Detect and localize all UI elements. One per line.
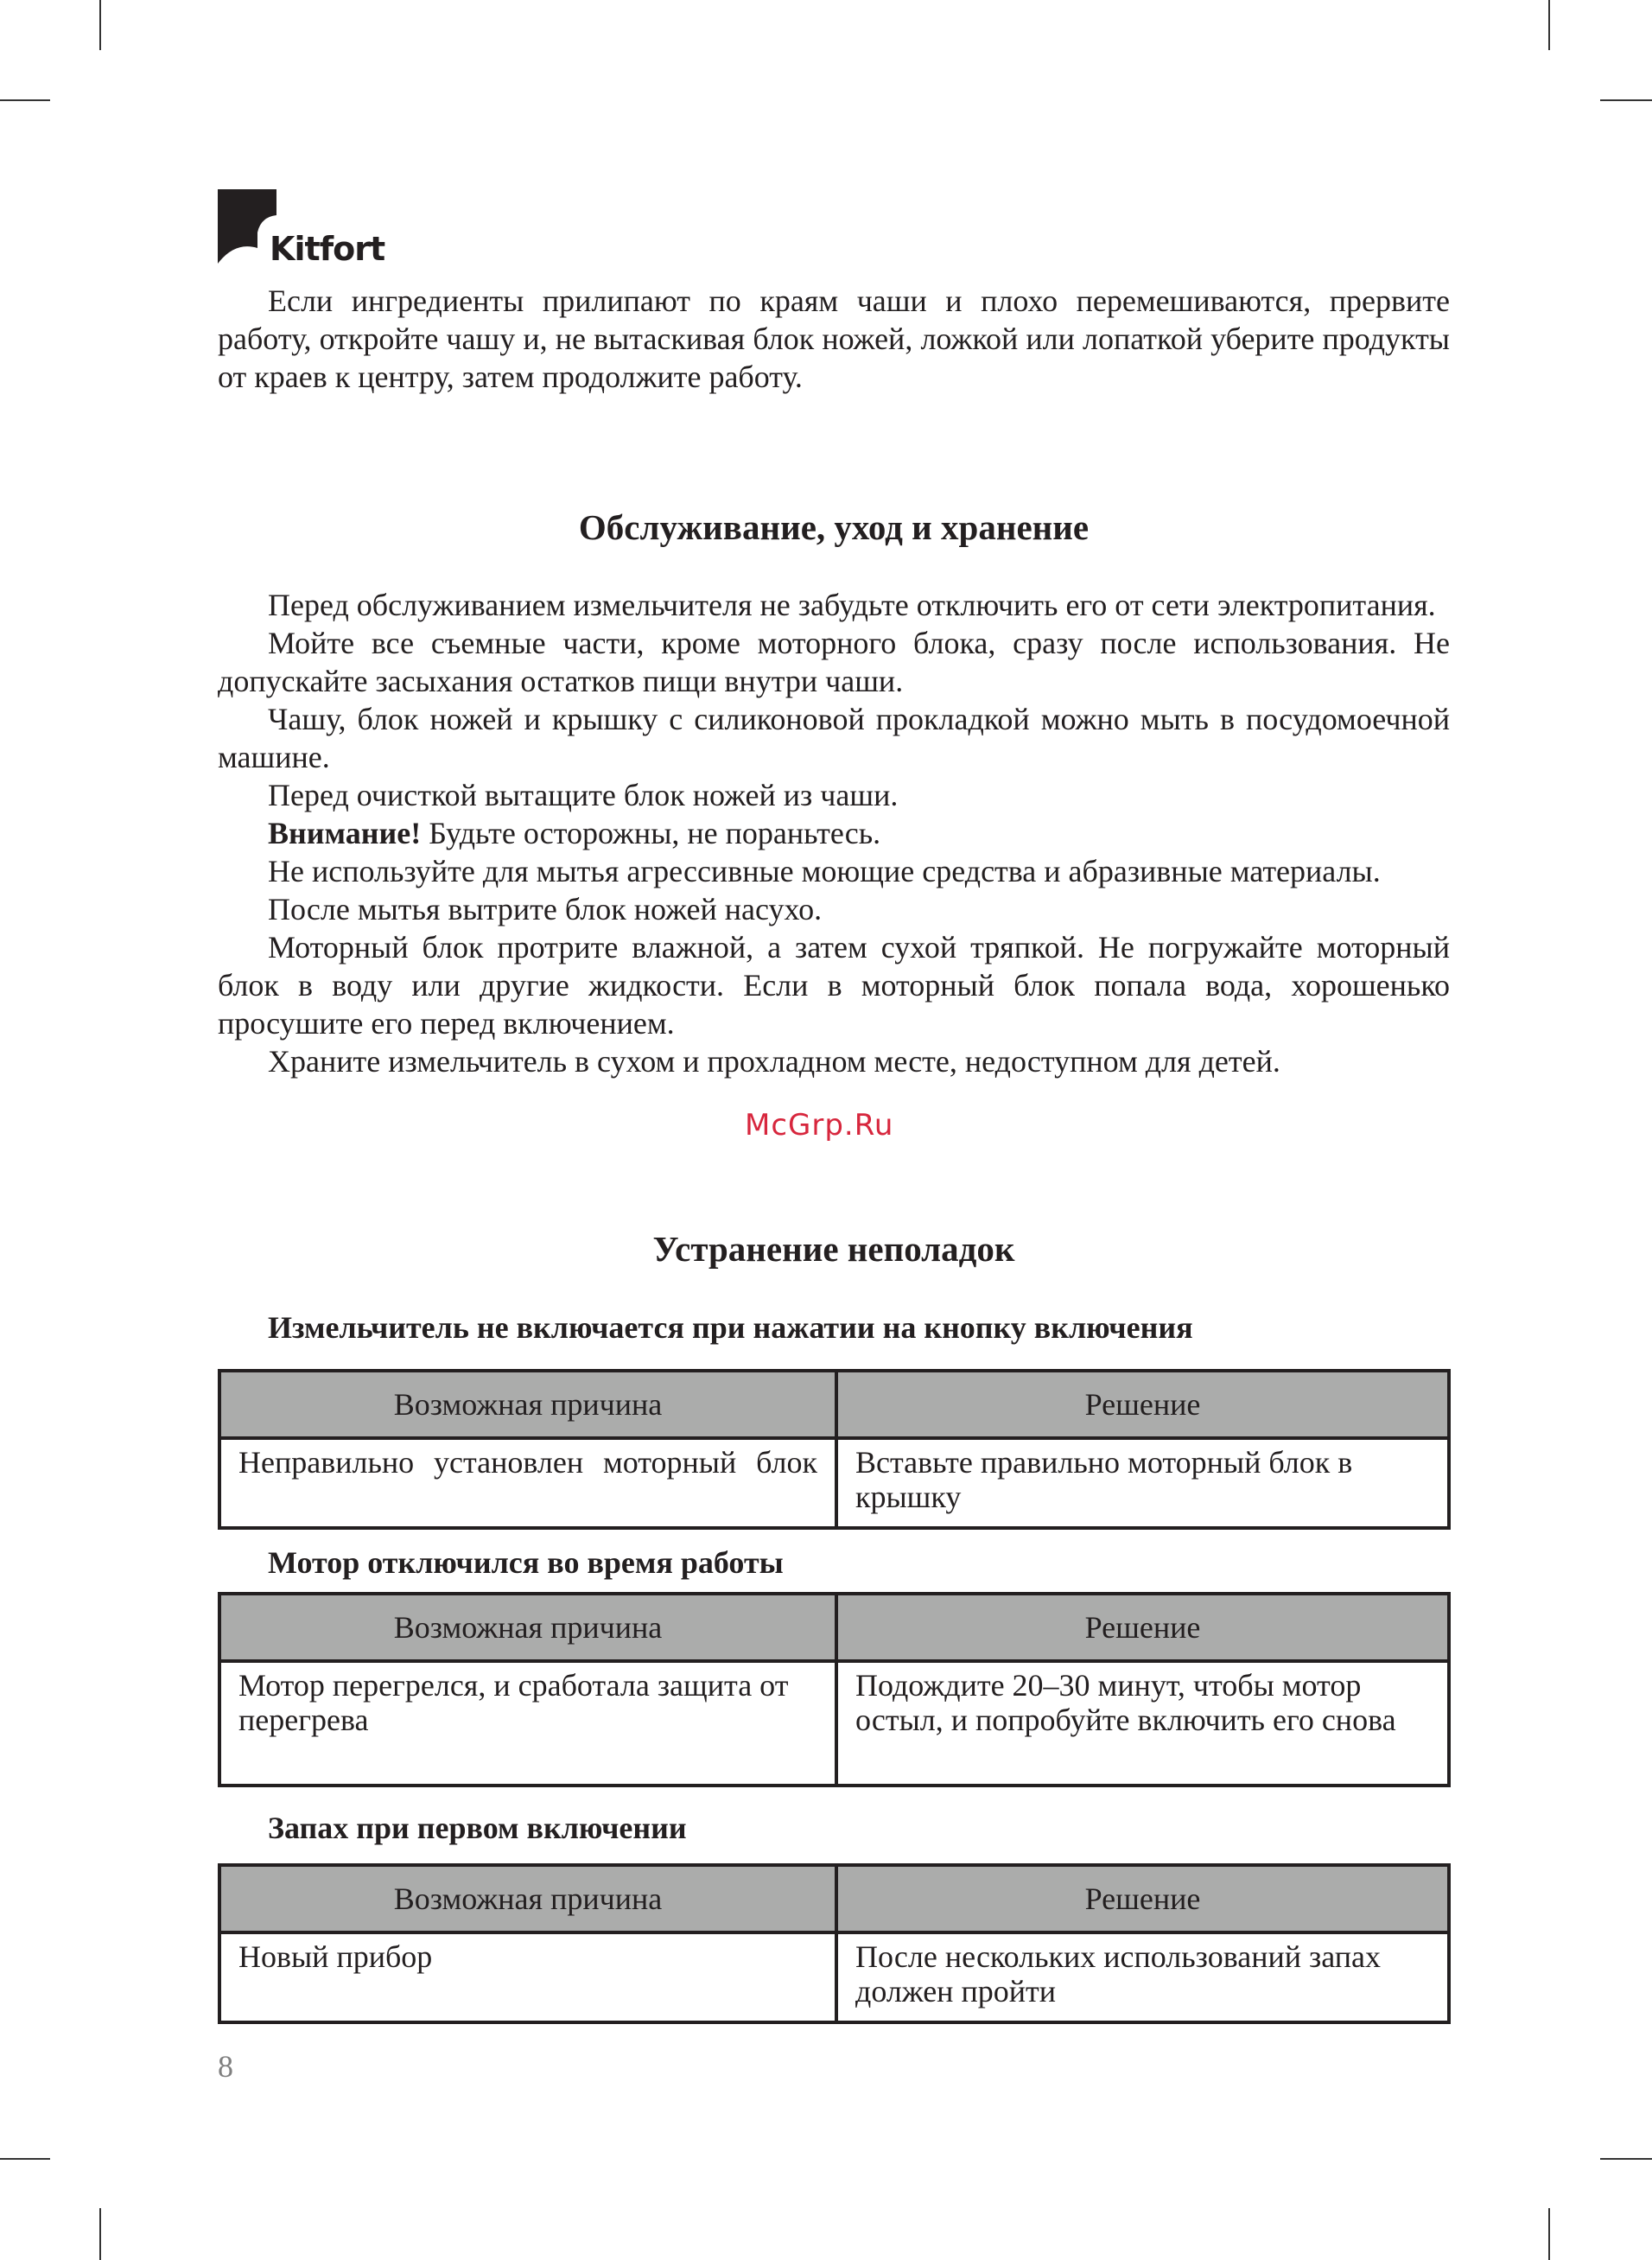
- crop-mark: [1600, 2158, 1652, 2160]
- warning-text: Будьте осторожны, не пораньтесь.: [421, 816, 881, 850]
- cause-cell: Неправильно установлен моторный блок: [219, 1438, 836, 1528]
- column-header-cause: Возможная причина: [219, 1594, 836, 1661]
- intro-paragraph: Если ингредиенты прилипают по краям чаши и плохо перемешиваются, прервите работу, откройте чашу и, не вытаскивая блок ножей, ложкой или лопаткой уберите продукты от краев к центру, затем продолжите работу.: [218, 283, 1450, 394]
- brand-name: Kitfort: [270, 230, 385, 268]
- solution-cell: После нескольких использований запах должен пройти: [836, 1932, 1449, 2022]
- table-row: [219, 1661, 1449, 1786]
- problem-heading: Измельчитель не включается при нажатии на кнопку включения: [268, 1310, 1193, 1345]
- troubleshooting-title: Устранение неполадок: [652, 1229, 1015, 1269]
- troubleshooting-table: [218, 1863, 1451, 2024]
- maintenance-paragraph: Храните измельчитель в сухом и прохладном месте, недоступном для детей.: [268, 1044, 1280, 1079]
- warning-label: Внимание!: [268, 816, 422, 850]
- watermark: McGrp.Ru: [745, 1108, 894, 1143]
- solution-cell: Подождите 20–30 минут, чтобы мотор остыл, и попробуйте включить его снова: [836, 1661, 1449, 1786]
- troubleshooting-table: [218, 1592, 1451, 1787]
- crop-mark: [1548, 2208, 1550, 2260]
- maintenance-paragraph: После мытья вытрите блок ножей насухо.: [268, 892, 823, 926]
- maintenance-paragraph: Моторный блок протрите влажной, а затем сухой тряпкой. Не погружайте моторный блок в воду или другие жидкости. Если в моторный блок попала вода, хорошенько просушите его перед включением.: [218, 930, 1450, 1041]
- maintenance-paragraph: Мойте все съемные части, кроме моторного блока, сразу после использования. Не допускайте засыхания остатков пищи внутри чаши.: [218, 626, 1450, 698]
- solution-cell: Вставьте правильно моторный блок в крышку: [836, 1438, 1449, 1528]
- warning-paragraph: [218, 814, 1450, 852]
- intro-text: [218, 282, 1450, 396]
- column-header-cause: Возможная причина: [219, 1865, 836, 1932]
- troubleshooting-table: [218, 1369, 1451, 1530]
- column-header-cause: Возможная причина: [219, 1371, 836, 1438]
- crop-mark: [0, 99, 50, 101]
- table-row: [219, 1438, 1449, 1528]
- crop-mark: [1600, 99, 1652, 101]
- column-header-solution: Решение: [836, 1371, 1449, 1438]
- maintenance-body: [218, 586, 1450, 1080]
- crop-mark: [99, 0, 101, 50]
- cause-cell: Новый прибор: [219, 1932, 836, 2022]
- cause-cell: Мотор перегрелся, и сработала защита от перегрева: [219, 1661, 836, 1786]
- problem-heading: Запах при первом включении: [268, 1811, 687, 1845]
- crop-mark: [0, 2158, 50, 2160]
- maintenance-paragraph: Чашу, блок ножей и крышку с силиконовой прокладкой можно мыть в посудомоечной машине.: [218, 702, 1450, 774]
- maintenance-paragraph: Не используйте для мытья агрессивные моющие средства и абразивные материалы.: [268, 854, 1381, 888]
- crop-mark: [1548, 0, 1550, 50]
- column-header-solution: Решение: [836, 1865, 1449, 1932]
- maintenance-paragraph: Перед очисткой вытащите блок ножей из чаши.: [268, 778, 899, 812]
- page-number: 8: [218, 2049, 233, 2084]
- table-row: [219, 1932, 1449, 2022]
- maintenance-paragraph: Перед обслуживанием измельчителя не забудьте отключить его от сети электропитания.: [268, 588, 1436, 622]
- column-header-solution: Решение: [836, 1594, 1449, 1661]
- crop-mark: [99, 2208, 101, 2260]
- problem-heading: Мотор отключился во время работы: [268, 1545, 784, 1580]
- maintenance-title: Обслуживание, уход и хранение: [578, 507, 1090, 547]
